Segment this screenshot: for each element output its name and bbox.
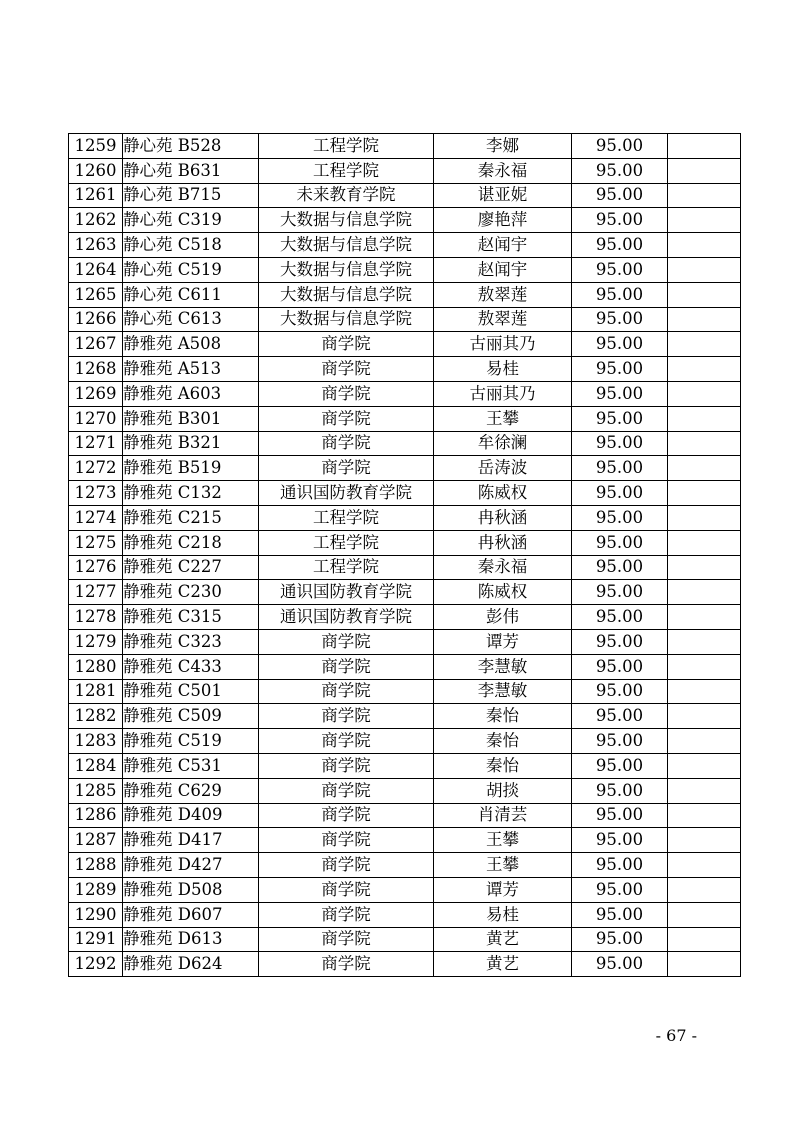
- table-row: [69, 927, 741, 952]
- table-row: [69, 729, 741, 754]
- remarks-cell: [668, 828, 741, 853]
- college-name-cell: 工程学院: [259, 530, 434, 555]
- college-name-cell: 商学院: [259, 927, 434, 952]
- row-number-cell: 1261: [69, 183, 123, 208]
- dorm-room-cell: 静雅苑 C218: [123, 530, 259, 555]
- score-cell: 95.00: [572, 828, 668, 853]
- table-row: [69, 233, 741, 258]
- counselor-name-cell: 易桂: [434, 902, 572, 927]
- row-number-cell: 1273: [69, 481, 123, 506]
- college-name-cell: 商学院: [259, 952, 434, 977]
- college-name-cell: 商学院: [259, 753, 434, 778]
- dorm-room-cell: 静雅苑 C531: [123, 753, 259, 778]
- dorm-room-cell: 静雅苑 B301: [123, 406, 259, 431]
- college-name-cell: 大数据与信息学院: [259, 307, 434, 332]
- score-cell: 95.00: [572, 605, 668, 630]
- table-row: [69, 555, 741, 580]
- remarks-cell: [668, 357, 741, 382]
- row-number-cell: 1281: [69, 679, 123, 704]
- remarks-cell: [668, 629, 741, 654]
- table-row: [69, 257, 741, 282]
- college-name-cell: 大数据与信息学院: [259, 257, 434, 282]
- college-name-cell: 商学院: [259, 629, 434, 654]
- row-number-cell: 1289: [69, 877, 123, 902]
- score-cell: 95.00: [572, 134, 668, 159]
- row-number-cell: 1291: [69, 927, 123, 952]
- row-number-cell: 1283: [69, 729, 123, 754]
- score-cell: 95.00: [572, 530, 668, 555]
- score-cell: 95.00: [572, 902, 668, 927]
- score-cell: 95.00: [572, 580, 668, 605]
- remarks-cell: [668, 679, 741, 704]
- college-name-cell: 商学院: [259, 704, 434, 729]
- table-row: [69, 580, 741, 605]
- table-row: [69, 704, 741, 729]
- row-number-cell: 1270: [69, 406, 123, 431]
- counselor-name-cell: 谭芳: [434, 877, 572, 902]
- table-row: [69, 183, 741, 208]
- remarks-cell: [668, 233, 741, 258]
- table-row: [69, 134, 741, 159]
- score-cell: 95.00: [572, 753, 668, 778]
- table-row: [69, 778, 741, 803]
- dorm-room-cell: 静心苑 C319: [123, 208, 259, 233]
- score-cell: 95.00: [572, 927, 668, 952]
- college-name-cell: 未来教育学院: [259, 183, 434, 208]
- remarks-cell: [668, 704, 741, 729]
- counselor-name-cell: 秦永福: [434, 555, 572, 580]
- counselor-name-cell: 王攀: [434, 406, 572, 431]
- table-row: [69, 753, 741, 778]
- counselor-name-cell: 秦怡: [434, 729, 572, 754]
- dorm-room-cell: 静雅苑 C519: [123, 729, 259, 754]
- dorm-room-cell: 静雅苑 C227: [123, 555, 259, 580]
- row-number-cell: 1285: [69, 778, 123, 803]
- college-name-cell: 商学院: [259, 381, 434, 406]
- score-cell: 95.00: [572, 778, 668, 803]
- dorm-room-cell: 静雅苑 D613: [123, 927, 259, 952]
- table-row: [69, 654, 741, 679]
- remarks-cell: [668, 803, 741, 828]
- remarks-cell: [668, 381, 741, 406]
- row-number-cell: 1282: [69, 704, 123, 729]
- score-cell: 95.00: [572, 629, 668, 654]
- score-cell: 95.00: [572, 853, 668, 878]
- dorm-room-cell: 静雅苑 C433: [123, 654, 259, 679]
- college-name-cell: 大数据与信息学院: [259, 233, 434, 258]
- remarks-cell: [668, 753, 741, 778]
- score-cell: 95.00: [572, 505, 668, 530]
- remarks-cell: [668, 456, 741, 481]
- dorm-room-cell: 静雅苑 A508: [123, 332, 259, 357]
- dorm-room-cell: 静雅苑 B519: [123, 456, 259, 481]
- remarks-cell: [668, 332, 741, 357]
- table-row: [69, 208, 741, 233]
- table-row: [69, 952, 741, 977]
- college-name-cell: 大数据与信息学院: [259, 282, 434, 307]
- counselor-name-cell: 古丽其乃: [434, 332, 572, 357]
- remarks-cell: [668, 208, 741, 233]
- score-cell: 95.00: [572, 679, 668, 704]
- counselor-name-cell: 谭芳: [434, 629, 572, 654]
- table-body: [69, 134, 741, 977]
- counselor-name-cell: 赵闻宇: [434, 233, 572, 258]
- dorm-room-cell: 静雅苑 D409: [123, 803, 259, 828]
- counselor-name-cell: 彭伟: [434, 605, 572, 630]
- college-name-cell: 工程学院: [259, 505, 434, 530]
- remarks-cell: [668, 158, 741, 183]
- row-number-cell: 1265: [69, 282, 123, 307]
- dorm-room-cell: 静雅苑 D607: [123, 902, 259, 927]
- score-cell: 95.00: [572, 555, 668, 580]
- table-row: [69, 332, 741, 357]
- college-name-cell: 商学院: [259, 902, 434, 927]
- row-number-cell: 1264: [69, 257, 123, 282]
- college-name-cell: 通识国防教育学院: [259, 605, 434, 630]
- remarks-cell: [668, 952, 741, 977]
- dorm-room-cell: 静雅苑 C132: [123, 481, 259, 506]
- college-name-cell: 商学院: [259, 729, 434, 754]
- score-cell: 95.00: [572, 332, 668, 357]
- dorm-room-cell: 静雅苑 A603: [123, 381, 259, 406]
- row-number-cell: 1286: [69, 803, 123, 828]
- score-cell: 95.00: [572, 208, 668, 233]
- remarks-cell: [668, 605, 741, 630]
- table-row: [69, 902, 741, 927]
- score-cell: 95.00: [572, 307, 668, 332]
- college-name-cell: 商学院: [259, 778, 434, 803]
- dorm-room-cell: 静雅苑 C629: [123, 778, 259, 803]
- college-name-cell: 商学院: [259, 357, 434, 382]
- remarks-cell: [668, 282, 741, 307]
- table-row: [69, 605, 741, 630]
- college-name-cell: 商学院: [259, 456, 434, 481]
- dorm-room-cell: 静雅苑 C315: [123, 605, 259, 630]
- dorm-room-cell: 静心苑 C613: [123, 307, 259, 332]
- row-number-cell: 1275: [69, 530, 123, 555]
- remarks-cell: [668, 505, 741, 530]
- score-cell: 95.00: [572, 158, 668, 183]
- table-row: [69, 481, 741, 506]
- table-row: [69, 679, 741, 704]
- counselor-name-cell: 秦永福: [434, 158, 572, 183]
- table-row: [69, 158, 741, 183]
- counselor-name-cell: 肖清芸: [434, 803, 572, 828]
- table-row: [69, 629, 741, 654]
- table-row: [69, 381, 741, 406]
- counselor-name-cell: 牟徐澜: [434, 431, 572, 456]
- remarks-cell: [668, 307, 741, 332]
- counselor-name-cell: 王攀: [434, 853, 572, 878]
- remarks-cell: [668, 530, 741, 555]
- row-number-cell: 1267: [69, 332, 123, 357]
- remarks-cell: [668, 134, 741, 159]
- dorm-room-cell: 静心苑 B631: [123, 158, 259, 183]
- counselor-name-cell: 古丽其乃: [434, 381, 572, 406]
- college-name-cell: 通识国防教育学院: [259, 481, 434, 506]
- counselor-name-cell: 廖艳萍: [434, 208, 572, 233]
- counselor-name-cell: 易桂: [434, 357, 572, 382]
- table-row: [69, 828, 741, 853]
- dorm-room-cell: 静心苑 C611: [123, 282, 259, 307]
- score-cell: 95.00: [572, 233, 668, 258]
- remarks-cell: [668, 580, 741, 605]
- dorm-room-cell: 静雅苑 D624: [123, 952, 259, 977]
- dorm-room-cell: 静雅苑 C509: [123, 704, 259, 729]
- remarks-cell: [668, 877, 741, 902]
- score-cell: 95.00: [572, 704, 668, 729]
- table-row: [69, 406, 741, 431]
- remarks-cell: [668, 853, 741, 878]
- score-cell: 95.00: [572, 456, 668, 481]
- dorm-room-cell: 静雅苑 D427: [123, 853, 259, 878]
- counselor-name-cell: 秦怡: [434, 753, 572, 778]
- score-cell: 95.00: [572, 952, 668, 977]
- dorm-room-cell: 静雅苑 D417: [123, 828, 259, 853]
- row-number-cell: 1290: [69, 902, 123, 927]
- remarks-cell: [668, 729, 741, 754]
- college-name-cell: 大数据与信息学院: [259, 208, 434, 233]
- row-number-cell: 1268: [69, 357, 123, 382]
- remarks-cell: [668, 902, 741, 927]
- table-row: [69, 505, 741, 530]
- counselor-name-cell: 黄艺: [434, 952, 572, 977]
- table-row: [69, 530, 741, 555]
- page-number: - 67 -: [655, 1026, 697, 1045]
- college-name-cell: 商学院: [259, 406, 434, 431]
- table-row: [69, 307, 741, 332]
- dorm-room-cell: 静雅苑 C230: [123, 580, 259, 605]
- remarks-cell: [668, 257, 741, 282]
- score-cell: 95.00: [572, 406, 668, 431]
- dorm-room-cell: 静心苑 C519: [123, 257, 259, 282]
- counselor-name-cell: 陈威权: [434, 481, 572, 506]
- counselor-name-cell: 岳涛波: [434, 456, 572, 481]
- college-name-cell: 商学院: [259, 853, 434, 878]
- college-name-cell: 商学院: [259, 679, 434, 704]
- college-name-cell: 工程学院: [259, 158, 434, 183]
- score-cell: 95.00: [572, 282, 668, 307]
- row-number-cell: 1277: [69, 580, 123, 605]
- dorm-room-cell: 静雅苑 C323: [123, 629, 259, 654]
- college-name-cell: 工程学院: [259, 555, 434, 580]
- score-cell: 95.00: [572, 357, 668, 382]
- score-cell: 95.00: [572, 257, 668, 282]
- college-name-cell: 通识国防教育学院: [259, 580, 434, 605]
- counselor-name-cell: 敖翠莲: [434, 282, 572, 307]
- counselor-name-cell: 胡掞: [434, 778, 572, 803]
- row-number-cell: 1259: [69, 134, 123, 159]
- row-number-cell: 1274: [69, 505, 123, 530]
- row-number-cell: 1287: [69, 828, 123, 853]
- remarks-cell: [668, 183, 741, 208]
- remarks-cell: [668, 481, 741, 506]
- row-number-cell: 1260: [69, 158, 123, 183]
- dorm-room-cell: 静心苑 B715: [123, 183, 259, 208]
- counselor-name-cell: 黄艺: [434, 927, 572, 952]
- counselor-name-cell: 冉秋涵: [434, 530, 572, 555]
- dorm-room-cell: 静雅苑 C215: [123, 505, 259, 530]
- dorm-room-cell: 静雅苑 D508: [123, 877, 259, 902]
- remarks-cell: [668, 406, 741, 431]
- dorm-room-cell: 静雅苑 A513: [123, 357, 259, 382]
- row-number-cell: 1271: [69, 431, 123, 456]
- row-number-cell: 1262: [69, 208, 123, 233]
- remarks-cell: [668, 654, 741, 679]
- row-number-cell: 1276: [69, 555, 123, 580]
- counselor-name-cell: 李慧敏: [434, 679, 572, 704]
- remarks-cell: [668, 431, 741, 456]
- counselor-name-cell: 赵闻宇: [434, 257, 572, 282]
- table-row: [69, 357, 741, 382]
- college-name-cell: 商学院: [259, 654, 434, 679]
- college-name-cell: 商学院: [259, 877, 434, 902]
- row-number-cell: 1269: [69, 381, 123, 406]
- table-row: [69, 853, 741, 878]
- college-name-cell: 商学院: [259, 431, 434, 456]
- dorm-room-cell: 静雅苑 B321: [123, 431, 259, 456]
- remarks-cell: [668, 927, 741, 952]
- row-number-cell: 1266: [69, 307, 123, 332]
- row-number-cell: 1288: [69, 853, 123, 878]
- row-number-cell: 1263: [69, 233, 123, 258]
- table-row: [69, 431, 741, 456]
- score-cell: 95.00: [572, 654, 668, 679]
- row-number-cell: 1278: [69, 605, 123, 630]
- counselor-name-cell: 陈威权: [434, 580, 572, 605]
- counselor-name-cell: 王攀: [434, 828, 572, 853]
- counselor-name-cell: 敖翠莲: [434, 307, 572, 332]
- score-cell: 95.00: [572, 381, 668, 406]
- row-number-cell: 1272: [69, 456, 123, 481]
- score-cell: 95.00: [572, 803, 668, 828]
- college-name-cell: 商学院: [259, 332, 434, 357]
- score-cell: 95.00: [572, 877, 668, 902]
- counselor-name-cell: 李慧敏: [434, 654, 572, 679]
- table-row: [69, 456, 741, 481]
- dorm-room-cell: 静雅苑 C501: [123, 679, 259, 704]
- college-name-cell: 商学院: [259, 803, 434, 828]
- score-cell: 95.00: [572, 183, 668, 208]
- score-cell: 95.00: [572, 481, 668, 506]
- table-row: [69, 282, 741, 307]
- dormitory-score-table: [68, 133, 741, 977]
- counselor-name-cell: 秦怡: [434, 704, 572, 729]
- table-row: [69, 803, 741, 828]
- dorm-room-cell: 静心苑 B528: [123, 134, 259, 159]
- dorm-room-cell: 静心苑 C518: [123, 233, 259, 258]
- row-number-cell: 1292: [69, 952, 123, 977]
- counselor-name-cell: 谌亚妮: [434, 183, 572, 208]
- college-name-cell: 工程学院: [259, 134, 434, 159]
- score-cell: 95.00: [572, 729, 668, 754]
- row-number-cell: 1279: [69, 629, 123, 654]
- remarks-cell: [668, 555, 741, 580]
- remarks-cell: [668, 778, 741, 803]
- row-number-cell: 1280: [69, 654, 123, 679]
- score-cell: 95.00: [572, 431, 668, 456]
- counselor-name-cell: 李娜: [434, 134, 572, 159]
- counselor-name-cell: 冉秋涵: [434, 505, 572, 530]
- table-row: [69, 877, 741, 902]
- row-number-cell: 1284: [69, 753, 123, 778]
- college-name-cell: 商学院: [259, 828, 434, 853]
